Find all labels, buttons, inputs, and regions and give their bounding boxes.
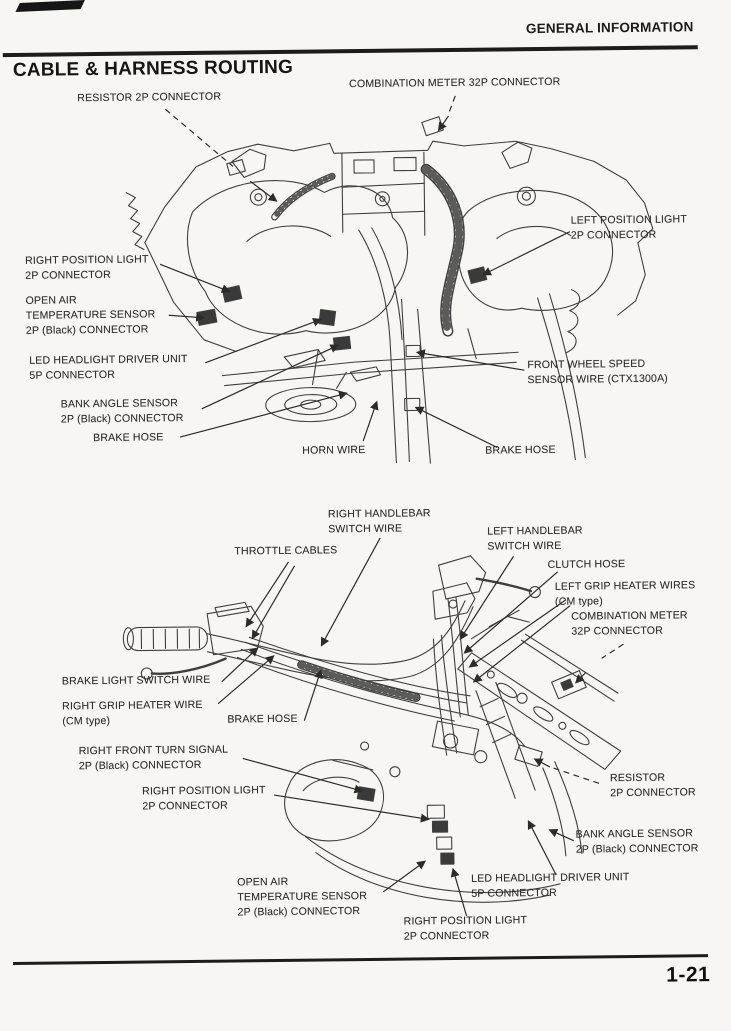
callout-combination-meter-top (349, 75, 560, 92)
callout-line: TEMPERATURE SENSOR (237, 890, 368, 904)
callout-resistor-bottom (610, 770, 696, 801)
callout-line: OPEN AIR (25, 294, 77, 307)
callout-line: BANK ANGLE SENSOR (60, 397, 179, 411)
callout-line: 2P CONNECTOR (403, 929, 490, 943)
callout-line: 2P (Black) CONNECTOR (237, 905, 361, 919)
callout-left-grip-heater (555, 578, 696, 610)
callout-line: BANK ANGLE SENSOR (575, 827, 694, 841)
page-title: CABLE & HARNESS ROUTING (12, 56, 294, 81)
callout-led-driver-bottom (471, 870, 630, 902)
callout-line: RIGHT HANDLEBAR (327, 507, 431, 521)
top-diagram-illustration (126, 114, 656, 466)
callout-line: FRONT WHEEL SPEED (527, 357, 646, 372)
callout-brake-hose-right-top (485, 443, 556, 459)
callout-line: 2P CONNECTOR (25, 268, 111, 282)
callout-throttle-cables (234, 543, 337, 559)
callout-line: BRAKE HOSE (227, 712, 298, 726)
callout-line: TEMPERATURE SENSOR (25, 308, 156, 322)
callout-line: RIGHT POSITION LIGHT (142, 784, 266, 798)
callout-line: 2P (Black) CONNECTOR (60, 412, 184, 426)
callout-line: 32P CONNECTOR (571, 624, 664, 638)
callout-brake-light-switch (62, 673, 211, 690)
callout-right-handlebar-switch (328, 506, 431, 537)
callout-line: COMBINATION METER 32P CONNECTOR (349, 75, 561, 91)
callout-bank-angle-bottom (576, 826, 699, 857)
callout-line: 2P CONNECTOR (610, 786, 696, 800)
callout-combination-meter-bottom (571, 608, 688, 639)
callout-right-grip-heater (62, 698, 203, 730)
callout-line: 2P CONNECTOR (142, 799, 228, 813)
callout-led-driver-top (29, 352, 188, 384)
callout-line: (CM type) (554, 595, 603, 608)
callout-line: HORN WIRE (302, 443, 366, 457)
callout-brake-hose-left-top (93, 430, 164, 446)
callout-line: SENSOR WIRE (CTX1300A) (527, 372, 669, 387)
section-header: GENERAL INFORMATION (525, 19, 694, 37)
callout-clutch-hose (547, 557, 625, 573)
callout-line: OPEN AIR (237, 875, 289, 889)
callout-horn-wire (302, 443, 365, 459)
callout-line: RIGHT FRONT TURN SIGNAL (78, 743, 229, 758)
callout-line: RIGHT POSITION LIGHT (25, 253, 149, 267)
callout-line: LEFT HANDLEBAR (487, 524, 583, 538)
callout-line: BRAKE HOSE (93, 431, 164, 445)
callout-line: 5P CONNECTOR (29, 368, 116, 382)
callout-line: 2P (Black) CONNECTOR (25, 323, 149, 337)
callout-line: BRAKE LIGHT SWITCH WIRE (61, 673, 211, 688)
callout-right-position-light-bottom (404, 913, 528, 944)
callout-line: THROTTLE CABLES (234, 544, 338, 558)
top-diagram-leaders (158, 95, 572, 452)
bottom-diagram-illustration (122, 554, 622, 906)
page-number: 1-21 (666, 963, 711, 987)
callout-left-position-light-top (571, 212, 688, 243)
callout-line: LED HEADLIGHT DRIVER UNIT (471, 871, 630, 885)
callout-open-air-temp-bottom (237, 874, 367, 920)
callout-line: RIGHT GRIP HEATER WIRE (62, 698, 203, 713)
callout-line: CLUTCH HOSE (547, 558, 626, 571)
callout-bank-angle-top (61, 396, 184, 427)
callout-right-position-light-mid (142, 783, 266, 814)
callout-line: 2P CONNECTOR (570, 228, 657, 242)
callout-line: LEFT POSITION LIGHT (570, 213, 687, 227)
callout-resistor-2p-top (77, 90, 221, 107)
callout-open-air-temp-top (25, 292, 155, 338)
callout-right-position-light-top (25, 252, 149, 283)
callout-line: (CM type) (62, 714, 111, 728)
callout-line: COMBINATION METER (571, 609, 688, 623)
callout-line: 5P CONNECTOR (471, 886, 557, 900)
callout-line: 2P (Black) CONNECTOR (78, 758, 202, 773)
callout-line: RIGHT POSITION LIGHT (403, 914, 528, 928)
callout-line: BRAKE HOSE (485, 443, 556, 457)
callout-line: 2P (Black) CONNECTOR (575, 842, 699, 856)
callout-brake-hose-bottom (227, 712, 298, 728)
callout-line: SWITCH WIRE (328, 522, 403, 536)
callout-left-handlebar-switch (487, 524, 583, 555)
callout-line: SWITCH WIRE (487, 539, 562, 553)
callout-line: LEFT GRIP HEATER WIRES (554, 579, 696, 593)
callout-line: RESISTOR (609, 771, 666, 785)
callout-front-wheel-speed (527, 357, 668, 389)
callout-line: LED HEADLIGHT DRIVER UNIT (29, 353, 188, 367)
callout-line: RESISTOR 2P CONNECTOR (77, 90, 222, 105)
callout-right-front-turn-signal (79, 743, 229, 775)
